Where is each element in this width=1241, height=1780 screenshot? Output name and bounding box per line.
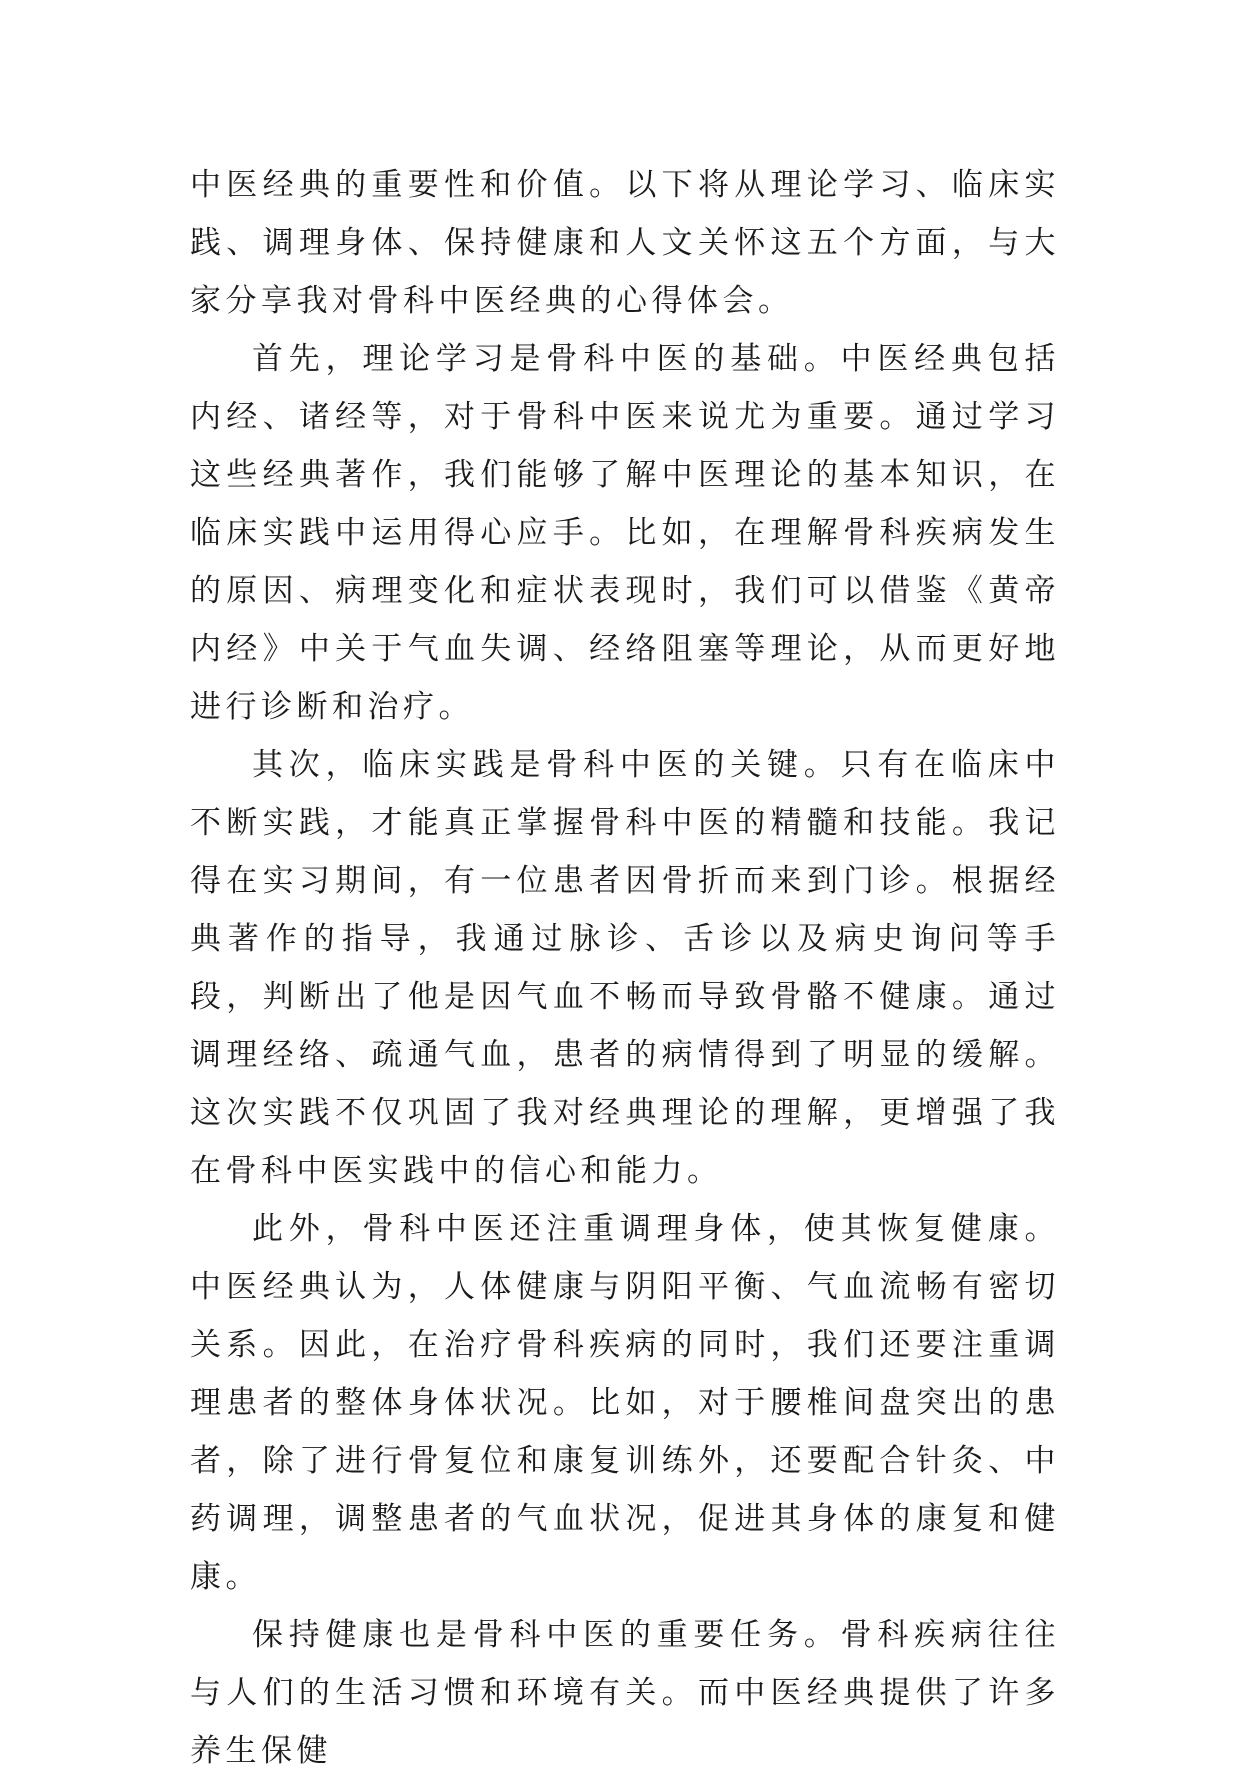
paragraph-maintaining-health: 保持健康也是骨科中医的重要任务。骨科疾病往往与人们的生活习惯和环境有关。而中医经典提供了许多养生保健 bbox=[190, 1617, 1060, 1769]
document-body bbox=[190, 156, 1060, 1780]
paragraph-intro-continuation: 中医经典的重要性和价值。以下将从理论学习、临床实践、调理身体、保持健康和人文关怀这五个方面，与大家分享我对骨科中医经典的心得体会。 bbox=[190, 167, 1060, 319]
paragraph-clinical-practice: 其次，临床实践是骨科中医的关键。只有在临床中不断实践，才能真正掌握骨科中医的精髓和技能。我记得在实习期间，有一位患者因骨折而来到门诊。根据经典著作的指导，我通过脉诊、舌诊以及病史询问等手段，判断出了他是因气血不畅而导致骨骼不健康。通过调理经络、疏通气血，患者的病情得到了明显的缓解。这次实践不仅巩固了我对经典理论的理解，更增强了我在骨科中医实践中的信心和能力。 bbox=[190, 747, 1060, 1189]
paragraph-theory-study: 首先，理论学习是骨科中医的基础。中医经典包括内经、诸经等，对于骨科中医来说尤为重要。通过学习这些经典著作，我们能够了解中医理论的基本知识，在临床实践中运用得心应手。比如，在理解骨科疾病发生的原因、病理变化和症状表现时，我们可以借鉴《黄帝内经》中关于气血失调、经络阻塞等理论，从而更好地进行诊断和治疗。 bbox=[190, 341, 1060, 725]
paragraph-body-conditioning: 此外，骨科中医还注重调理身体，使其恢复健康。中医经典认为，人体健康与阴阳平衡、气血流畅有密切关系。因此，在治疗骨科疾病的同时，我们还要注重调理患者的整体身体状况。比如，对于腰椎间盘突出的患者，除了进行骨复位和康复训练外，还要配合针灸、中药调理，调整患者的气血状况，促进其身体的康复和健康。 bbox=[190, 1211, 1060, 1595]
